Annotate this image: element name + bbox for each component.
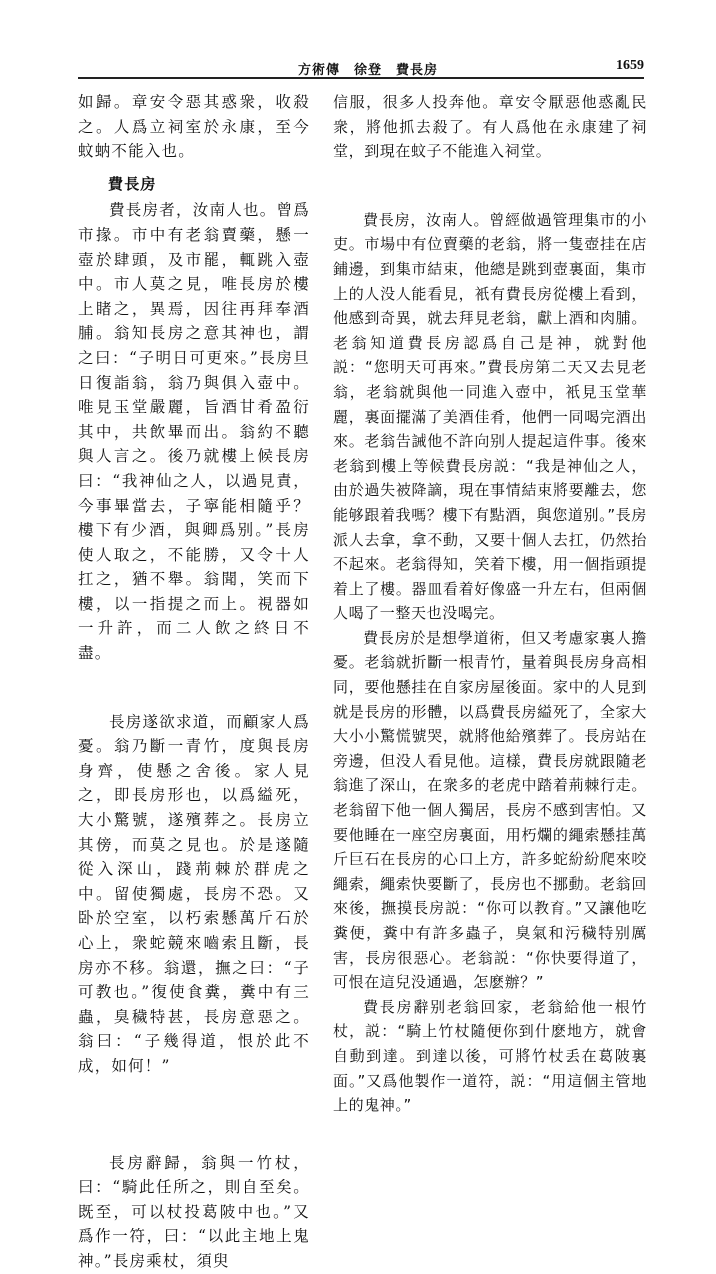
classical-text-column (78, 90, 310, 1274)
translation-paragraph-1: 費長房，汝南人。曾經做過管理集市的小吏。市場中有位賣藥的老翁，將一隻壺挂在店鋪邊，到集市結束，他總是跳到壺裏面，集市上的人没人能看見，衹有費長房從樓上看到，他感到奇異，就去拜見老翁，獻上酒和肉脯。老翁知道費長房認爲自己是神，就對他説：“您明天可再來。”費長房第二天又去見老翁，老翁就與他一同進入壺中，衹見玉堂華麗，裏面擺滿了美酒佳肴，他們一同喝完酒出來。老翁告誡他不許向别人提起這件事。後來老翁到樓上等候費長房説：“我是神仙之人，由於過失被降謫，現在事情結束將要離去，您能够跟着我嗎？樓下有點酒，與您道别。”長房派人去拿，拿不動，又要十個人去扛，仍然抬不起來。老翁得知，笑着下樓，用一個指頭提着上了樓。器皿看着好像盛一升左右，但兩個人喝了一整天也没喝完。 (333, 210, 647, 623)
classical-paragraph-2: 長房遂欲求道，而顧家人爲憂。翁乃斷一青竹，度與長房身齊，使懸之舍後。家人見之，即長房形也，以爲縊死，大小驚號，遂殯葬之。長房立其傍，而莫之見也。於是遂隨從入深山，踐荊棘於群虎之中。留使獨處，長房不恐。又卧於空室，以朽索懸萬斤石於心上，衆蛇競來嚙索且斷，長房亦不移。翁還，撫之曰：“子可教也。”復使食糞，糞中有三蟲，臭穢特甚，長房意惡之。翁曰：“子幾得道，恨於此不成，如何！” (78, 712, 310, 1075)
section-heading: 費長房 (108, 174, 157, 193)
classical-paragraph-1: 費長房者，汝南人也。曾爲市掾。市中有老翁賣藥，懸一壺於肆頭，及市罷，輒跳入壺中。市人莫之見，唯長房於樓上睹之，異焉，因往再拜奉酒脯。翁知長房之意其神也，謂之曰：“子明日可更來。”長房旦日復詣翁，翁乃與俱入壺中。唯見玉堂嚴麗，旨酒甘肴盈衍其中，共飲畢而出。翁約不聽與人言之。後乃就樓上候長房曰：“我神仙之人，以過見責，今事畢當去，子寧能相隨乎？樓下有少酒，與卿爲别。”長房使人取之，不能勝，又令十人扛之，猶不舉。翁聞，笑而下樓，以一指提之而上。視器如一升許，而二人飲之終日不盡。 (78, 201, 310, 663)
translation-intro-paragraph: 信服，很多人投奔他。章安令厭惡他惑亂民衆，將他抓去殺了。有人爲他在永康建了祠堂，到現在蚊子不能進入祠堂。 (333, 93, 647, 161)
translation-paragraph-2: 費長房於是想學道術，但又考慮家裏人擔憂。老翁就折斷一根青竹，量着與長房身高相同，要他懸挂在自家房屋後面。家中的人見到就是長房的形體，以爲費長房縊死了，全家大大小小驚慌號哭，就將他給殯葬了。長房站在旁邊，但没人看見他。這樣，費長房就跟隨老翁進了深山，在衆多的老虎中踏着荊棘行走。老翁留下他一個人獨居，長房不感到害怕。又要他睡在一座空房裏面，用朽爛的繩索懸挂萬斤巨石在長房的心口上方，許多蛇紛紛爬來咬繩索，繩索快要斷了，長房也不挪動。老翁回來後，撫摸長房説：“你可以教育。”又讓他吃糞便，糞中有許多蟲子，臭氣和污穢特别厲害，長房很惡心。老翁説：“你快要得道了，可恨在這兒没通過，怎麽辦？” (333, 628, 647, 992)
header-rule (78, 77, 644, 79)
classical-paragraph-3: 長房辭歸，翁與一竹杖，曰：“騎此任所之，則自至矣。既至，可以杖投葛陂中也。”又爲作一符，曰：“以此主地上鬼神。”長房乘杖，須臾 (78, 1153, 310, 1270)
page-number: 1659 (616, 58, 644, 73)
translation-column (333, 90, 647, 1118)
translation-paragraph-3: 費長房辭别老翁回家，老翁給他一根竹杖，説：“騎上竹杖隨便你到什麽地方，就會自動到達。到達以後，可將竹杖丢在葛陂裏面。”又爲他製作一道符，説：“用這個主管地上的鬼神。” (333, 997, 647, 1115)
header-title: 方術傳 徐登 費長房 (298, 63, 439, 78)
running-header (78, 56, 644, 78)
classical-intro-paragraph: 如歸。章安令惡其惑衆，收殺之。人爲立祠室於永康，至今蚊蚋不能入也。 (78, 93, 310, 161)
